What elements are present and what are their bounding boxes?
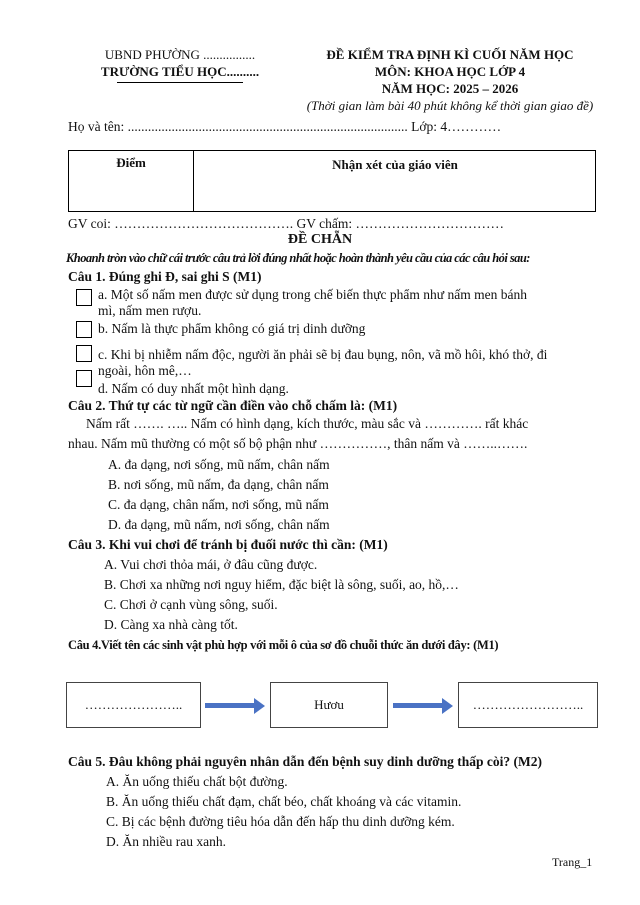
time-note: (Thời gian làm bài 40 phút không kể thời gian giao đề) xyxy=(306,98,594,113)
q5-option-c[interactable]: C. Bị các bệnh đường tiêu hóa dẫn đến hấp thu dinh dưỡng kém. xyxy=(106,814,455,829)
student-name-line[interactable]: Họ và tên: ................................................................................... Lớp: 4………… xyxy=(68,119,502,134)
q5-option-d[interactable]: D. Ăn nhiều rau xanh. xyxy=(106,834,226,849)
page-number: Trang_1 xyxy=(552,855,593,869)
q1-option-a: a. Một số nấm men được sử dụng trong chế biến thực phẩm như nấm men bánh xyxy=(98,287,527,302)
q2-title: Câu 2. Thứ tự các từ ngữ cần điền vào chỗ chấm là: (M1) xyxy=(68,398,398,413)
q1-option-b: b. Nấm là thực phẩm không có giá trị dinh dưỡng xyxy=(98,321,366,336)
q1-answer-box-c[interactable] xyxy=(76,345,92,362)
comment-header: Nhận xét của giáo viên xyxy=(332,157,458,172)
q5-option-b[interactable]: B. Ăn uống thiếu chất đạm, chất béo, chất khoáng và các vitamin. xyxy=(106,794,462,809)
score-header: Điểm xyxy=(116,155,146,170)
exam-code: ĐỀ CHẴN xyxy=(287,232,353,247)
q2-option-a[interactable]: A. đa dạng, nơi sống, mũ nấm, chân nấm xyxy=(108,457,330,472)
food-chain-box-3[interactable]: …………………….. xyxy=(458,682,598,728)
grade-table xyxy=(68,150,596,212)
q5-option-a[interactable]: A. Ăn uống thiếu chất bột đường. xyxy=(106,774,288,789)
food-chain-arrow-2 xyxy=(393,700,453,712)
q1-answer-box-b[interactable] xyxy=(76,321,92,338)
q4-title: Câu 4.Viết tên các sinh vật phù hợp với mỗi ô của sơ đồ chuỗi thức ăn dưới đây: (M1) xyxy=(68,638,499,652)
q1-answer-box-a[interactable] xyxy=(76,289,92,306)
q2-option-d[interactable]: D. đa dạng, mũ nấm, nơi sống, chân nấm xyxy=(108,517,330,532)
q1-title: Câu 1. Đúng ghi Đ, sai ghi S (M1) xyxy=(68,269,262,284)
school-year: NĂM HỌC: 2025 – 2026 xyxy=(381,81,519,96)
subject-label: MÔN: KHOA HỌC LỚP 4 xyxy=(374,64,526,79)
q1-option-d: d. Nấm có duy nhất một hình dạng. xyxy=(98,381,289,396)
school-underline xyxy=(117,82,243,83)
q1-option-a-cont: mì, nấm men rượu. xyxy=(98,303,202,318)
q5-title: Câu 5. Đâu không phải nguyên nhân dẫn đến bệnh suy dinh dưỡng thấp còi? (M2) xyxy=(68,754,543,769)
teacher-signature-line[interactable]: GV coi: …………………………………. GV chấm: …………………………… xyxy=(68,216,504,231)
q2-passage-line1: Nấm rất ……. ….. Nấm có hình dạng, kích thước, màu sắc và …………. rất khác xyxy=(86,416,529,431)
instruction: Khoanh tròn vào chữ cái trước câu trả lời đúng nhất hoặc hoàn thành yêu cầu của các câu hỏi sau: xyxy=(66,251,530,265)
q1-option-c-cont: ngoài, hôn mê,… xyxy=(98,363,192,378)
q3-option-a[interactable]: A. Vui chơi thỏa mái, ở đâu cũng được. xyxy=(104,557,318,572)
food-chain-box-1[interactable]: ………………….. xyxy=(66,682,201,728)
school-label: TRƯỜNG TIỂU HỌC.......... xyxy=(100,64,260,79)
q2-option-c[interactable]: C. đa dạng, chân nấm, nơi sống, mũ nấm xyxy=(108,497,329,512)
q3-option-b[interactable]: B. Chơi xa những nơi nguy hiểm, đặc biệt là sông, suối, ao, hồ,… xyxy=(104,577,459,592)
q2-option-b[interactable]: B. nơi sống, mũ nấm, đa dạng, chân nấm xyxy=(108,477,329,492)
food-chain-arrow-1 xyxy=(205,700,265,712)
exam-title: ĐỀ KIỂM TRA ĐỊNH KÌ CUỐI NĂM HỌC xyxy=(326,47,574,62)
q2-passage-line2: nhau. Nấm mũ thường có một số bộ phận như ……………, thân nấm và ……..……. xyxy=(68,436,528,451)
q1-answer-box-d[interactable] xyxy=(76,370,92,387)
district-label: UBND PHƯỜNG ................ xyxy=(104,47,256,62)
q1-option-c: c. Khi bị nhiễm nấm độc, người ăn phải sẽ bị đau bụng, nôn, vã mồ hôi, khó thở, đi xyxy=(98,347,548,362)
q3-title: Câu 3. Khi vui chơi để tránh bị đuối nước thì cần: (M1) xyxy=(68,537,388,552)
q3-option-d[interactable]: D. Càng xa nhà càng tốt. xyxy=(104,617,238,632)
q3-option-c[interactable]: C. Chơi ở cạnh vùng sông, suối. xyxy=(104,597,278,612)
food-chain-box-2: Hươu xyxy=(270,682,388,728)
